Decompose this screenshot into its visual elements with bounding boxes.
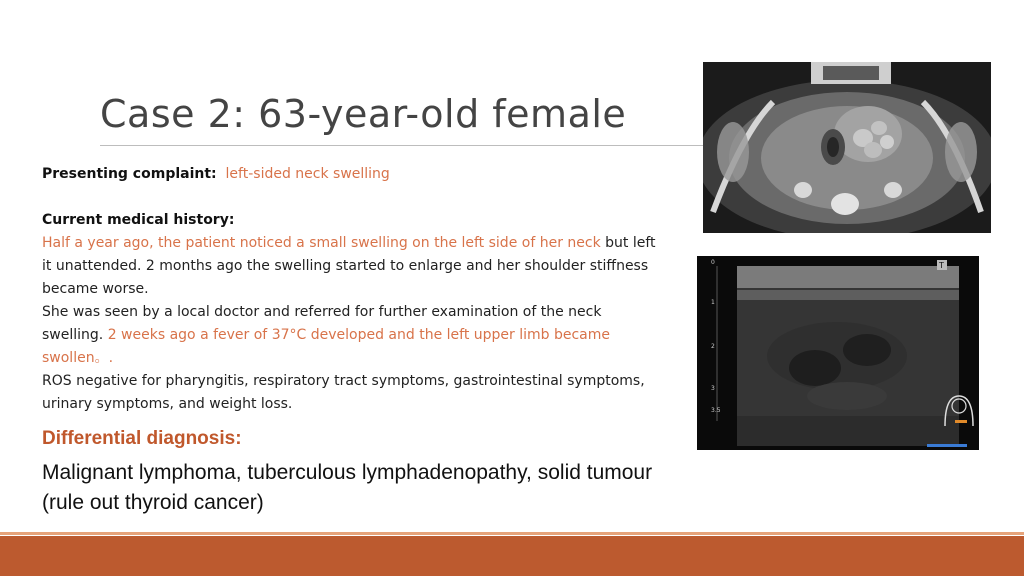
history-orange-1: Half a year ago, the patient noticed a small swelling on the left side of her neck [42, 235, 601, 251]
history-plain-2: She was seen by a local doctor and referred for further examination of the neck swelling. [42, 304, 602, 343]
footer-bar [0, 536, 1024, 576]
footer-accent-line [0, 532, 1024, 535]
us-scale-0: 0 [711, 259, 715, 266]
presenting-value: left-sided neck swelling [225, 166, 390, 182]
ddx-heading: Differential diagnosis: [42, 428, 242, 449]
us-corner-marker: T [939, 261, 944, 270]
us-scale-3-5: 3.5 [711, 407, 721, 414]
history-label: Current medical history: [42, 212, 235, 228]
presenting-label: Presenting complaint: [42, 166, 217, 182]
ultrasound-neck-icon [697, 256, 979, 450]
ct-scan-neck-icon [703, 62, 991, 233]
ros-text: ROS negative for pharyngitis, respiratory tract symptoms, gastrointestinal symptoms, urinary symptoms, and weight loss. [42, 373, 645, 412]
ct-scan-image [703, 62, 991, 233]
slide-title: Case 2: 63-year-old female [100, 92, 627, 136]
history-paragraph-2 [42, 301, 662, 370]
history-orange-2: 2 weeks ago a fever of 37°C developed and the left upper limb became swollen。. [42, 327, 611, 366]
ddx-text: Malignant lymphoma, tuberculous lymphadenopathy, solid tumour (rule out thyroid cancer) [42, 461, 653, 514]
history-paragraph-1 [42, 232, 662, 301]
case-text [42, 163, 662, 416]
us-scale-1: 1 [711, 299, 715, 306]
presenting-complaint [42, 163, 662, 186]
ultrasound-image [697, 256, 979, 450]
us-scale-3: 3 [711, 385, 715, 392]
us-scale-2: 2 [711, 343, 715, 350]
title-divider [100, 145, 710, 146]
history-plain-1: but left it unattended. 2 months ago the swelling started to enlarge and her shoulder stiffness became worse. [42, 235, 656, 297]
